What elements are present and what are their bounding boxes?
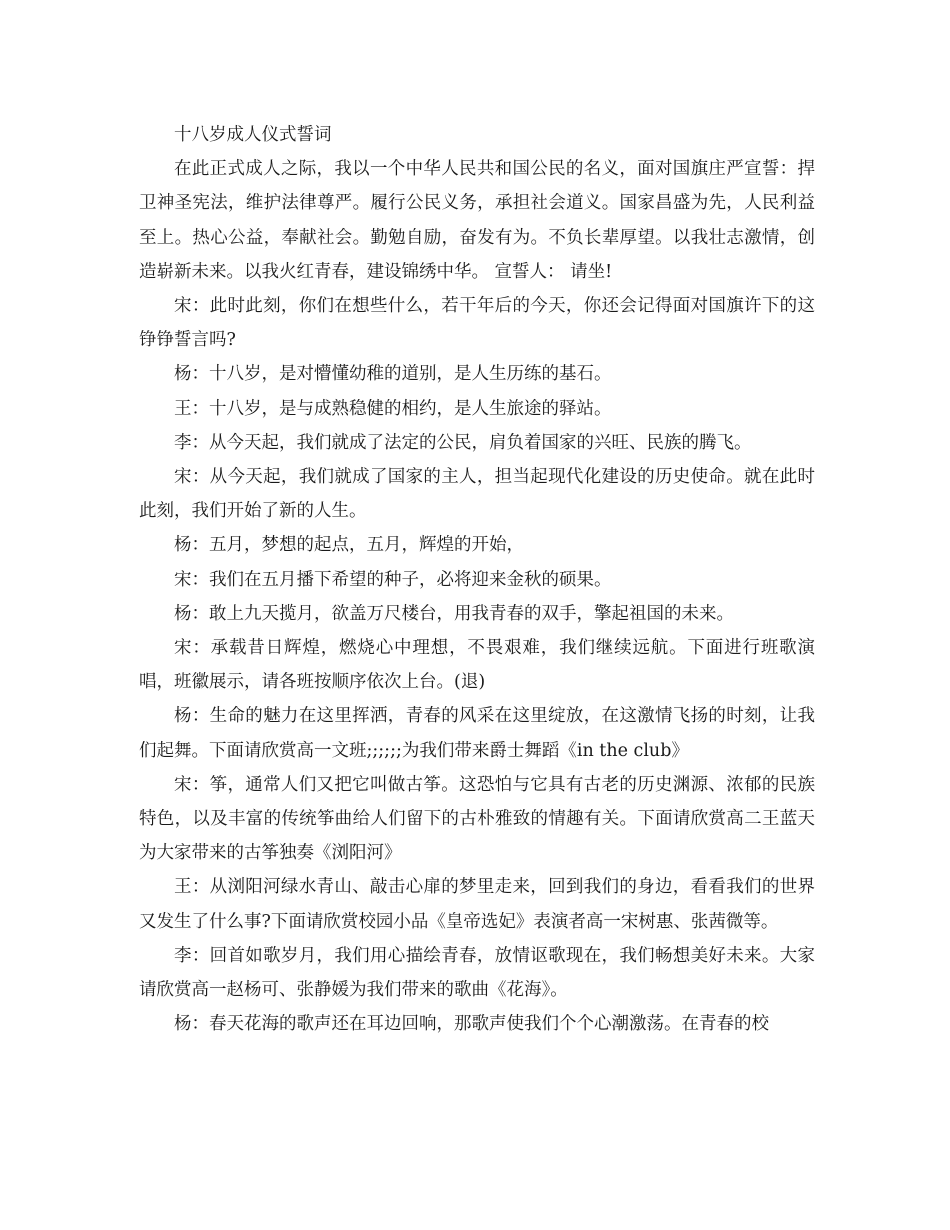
- document-title: 十八岁成人仪式誓词: [174, 125, 332, 145]
- paragraph: 杨：五月，梦想的起点，五月，辉煌的开始，: [174, 535, 524, 556]
- paragraph: 王：十八岁，是与成熟稳健的相约，是人生旅途的驿站。: [174, 398, 612, 419]
- paragraph: 杨：春天花海的歌声还在耳边回响，那歌声使我们个个心潮激荡。在青春的校: [174, 1014, 769, 1035]
- paragraph: 宋：承载昔日辉煌，燃烧心中理想，不畏艰难，我们继续远航。下面进行班歌演唱，班徽展示，请各班按顺序依次上台。(退): [139, 638, 815, 693]
- paragraph: 杨：敢上九天揽月，欲盖万尺楼台，用我青春的双手，擎起祖国的未来。: [174, 603, 734, 624]
- paragraph: 宋：筝，通常人们又把它叫做古筝。这恐怕与它具有古老的历史渊源、浓郁的民族特色，以及丰富的传统筝曲给人们留下的古朴雅致的情趣有关。下面请欣赏高二王蓝天为大家带来的古筝独奏《浏阳河》: [139, 774, 815, 864]
- paragraph: 宋：我们在五月播下希望的种子，必将迎来金秋的硕果。: [174, 569, 612, 590]
- paragraph: 宋：从今天起，我们就成了国家的主人，担当起现代化建设的历史使命。就在此时此刻，我们开始了新的人生。: [139, 467, 815, 522]
- paragraph: 李：从今天起，我们就成了法定的公民，肩负着国家的兴旺、民族的腾飞。: [174, 432, 752, 453]
- paragraph: 杨：十八岁，是对懵懂幼稚的道别，是人生历练的基石。: [174, 364, 612, 385]
- paragraph-oath: 在此正式成人之际，我以一个中华人民共和国公民的名义，面对国旗庄严宣誓：捍卫神圣宪法，维护法律尊严。履行公民义务，承担社会道义。国家昌盛为先，人民利益至上。热心公益，奉献社会。勤勉自励，奋发有为。不负长辈厚望。以我壮志激情，创造崭新未来。以我火红青春，建设锦绣中华。 宣誓人： 请坐!: [139, 159, 815, 282]
- paragraph: 宋：此时此刻，你们在想些什么，若干年后的今天，你还会记得面对国旗许下的这铮铮誓言吗?: [139, 296, 815, 351]
- paragraph: 李：回首如歌岁月，我们用心描绘青春，放情讴歌现在，我们畅想美好未来。大家请欣赏高一赵杨可、张静媛为我们带来的歌曲《花海》。: [139, 945, 815, 1001]
- paragraph: 王：从浏阳河绿水青山、敲击心扉的梦里走来，回到我们的身边，看看我们的世界又发生了什么事?下面请欣赏校园小品《皇帝选妃》表演者高一宋树惠、张茜微等。: [139, 877, 815, 932]
- paragraph: 杨：生命的魅力在这里挥洒，青春的风采在这里绽放，在这激情飞扬的时刻，让我们起舞。下面请欣赏高一文班;;;;;;为我们带来爵士舞蹈《in the club》: [139, 706, 815, 761]
- document-body: [139, 118, 815, 1041]
